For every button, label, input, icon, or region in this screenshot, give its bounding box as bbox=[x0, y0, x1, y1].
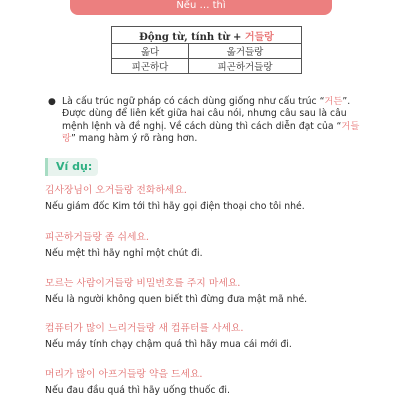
example-item bbox=[45, 231, 375, 260]
example-vietnamese: Nếu máy tính chạy chậm quá thì hãy mua cái mới đi. bbox=[45, 339, 292, 350]
example-korean: 김사장님이 오거들랑 전화하세요. bbox=[45, 185, 187, 196]
example-korean: 피곤하거들랑 좀 쉬세요. bbox=[45, 232, 149, 243]
explanation-paragraph bbox=[48, 96, 367, 146]
section-title-banner bbox=[70, 0, 332, 15]
example-item bbox=[45, 184, 375, 213]
explanation-highlight-1: 거든 bbox=[324, 96, 343, 107]
example-vietnamese: Nếu là người không quen biết thì đừng đưa mật mã nhé. bbox=[45, 294, 308, 305]
grammar-table-header-row bbox=[112, 27, 302, 44]
grammar-table-row bbox=[112, 59, 302, 74]
example-korean: 모르는 사람이거들랑 비밀번호를 주지 마세요. bbox=[45, 278, 241, 289]
explanation-text-1: Là cấu trúc ngữ pháp có cách dùng giống như cấu trúc “ bbox=[62, 96, 325, 107]
grammar-table-header bbox=[112, 27, 302, 44]
examples-label: Ví dụ: bbox=[45, 158, 98, 176]
explanation-highlight-2: 거들랑 bbox=[62, 120, 360, 145]
grammar-table-row bbox=[112, 44, 302, 59]
explanation-text-2: ”. Được dùng để liên kết giữa hai câu nói, nhưng câu sau là câu mệnh lệnh và đề nghị. Về cách dùng thì cách diễn đạt của “ bbox=[62, 96, 351, 132]
example-item bbox=[45, 277, 375, 306]
header-suffix: 거들랑 bbox=[244, 31, 274, 43]
base-form-cell: 피곤하다 bbox=[112, 59, 189, 74]
example-vietnamese: Nếu đau đầu quá thì hãy uống thuốc đi. bbox=[45, 385, 230, 396]
grammar-table bbox=[111, 26, 302, 74]
example-korean: 컴퓨터가 많이 느리거들랑 새 컴퓨터를 사세요. bbox=[45, 323, 244, 334]
example-item bbox=[45, 368, 375, 397]
header-prefix: Động từ, tính từ + bbox=[139, 31, 245, 43]
explanation-text-3: ” mang hàm ý rõ ràng hơn. bbox=[70, 133, 198, 145]
example-item bbox=[45, 322, 375, 351]
section-title: Nếu … thì bbox=[176, 0, 226, 11]
example-korean: 머리가 많이 아프거들랑 약을 드세요. bbox=[45, 369, 203, 380]
example-vietnamese: Nếu mệt thì hãy nghỉ một chút đi. bbox=[45, 248, 203, 259]
conjugated-form-cell: 피곤하거들랑 bbox=[189, 59, 302, 74]
conjugated-form-cell: 옮거들랑 bbox=[189, 44, 302, 59]
bullet-icon: ● bbox=[48, 97, 56, 107]
base-form-cell: 옮다 bbox=[112, 44, 189, 59]
example-vietnamese: Nếu giám đốc Kim tới thì hãy gọi điện thoại cho tôi nhé. bbox=[45, 201, 305, 212]
